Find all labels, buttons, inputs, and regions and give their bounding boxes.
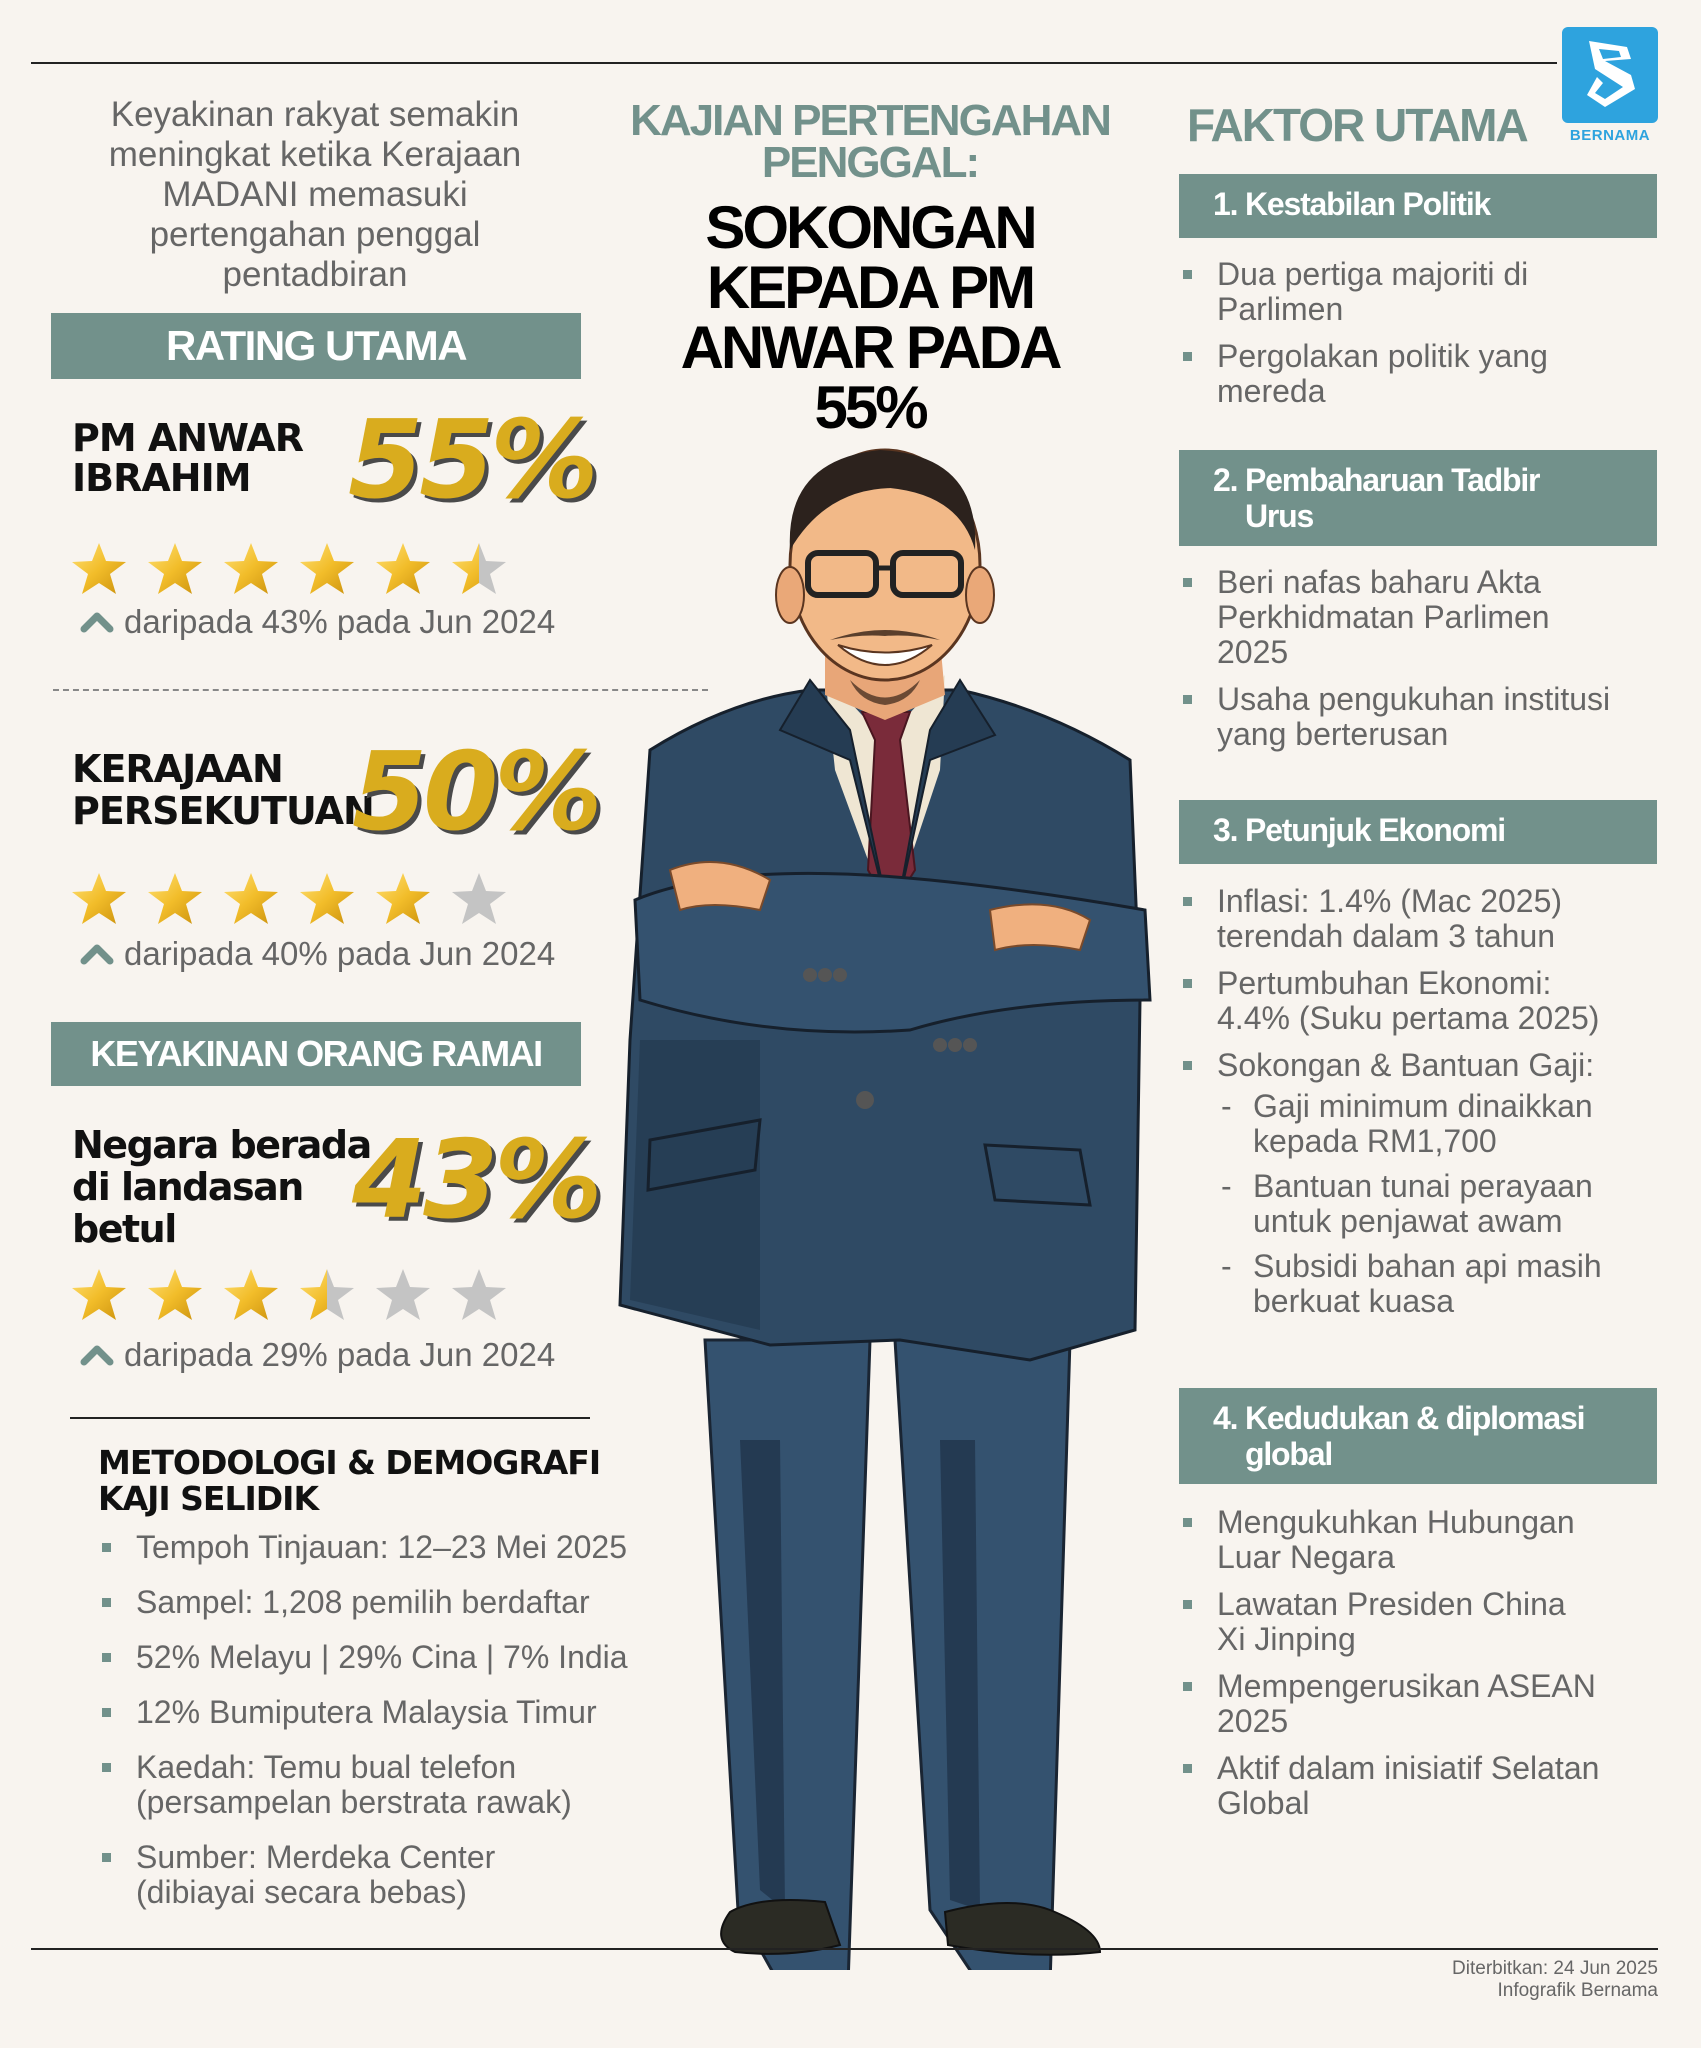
factor-1-heading xyxy=(1179,174,1657,238)
title-line: KAJI SELIDIK xyxy=(98,1479,319,1518)
top-rule xyxy=(31,62,1557,64)
item-text: Pergolakan politik yang xyxy=(1217,338,1548,374)
item-text: berkuat kuasa xyxy=(1253,1283,1455,1319)
delta-text: daripada 29% pada Jun 2024 xyxy=(124,1336,556,1373)
star-full-icon xyxy=(70,1266,128,1324)
item-text: Global xyxy=(1217,1785,1310,1821)
star-empty-icon xyxy=(450,870,508,928)
factor-title-line: global xyxy=(1245,1436,1333,1472)
subtitle-line: PENGGAL: xyxy=(761,138,979,187)
label-line: PERSEKUTUAN xyxy=(72,789,374,833)
star-full-icon xyxy=(70,540,128,598)
intro-line: meningkat ketika Kerajaan xyxy=(108,135,522,174)
item-text: Mengukuhkan Hubungan xyxy=(1217,1504,1575,1540)
factor-title-line: 3. Petunjuk Ekonomi xyxy=(1213,812,1505,848)
label-line: KERAJAAN xyxy=(72,747,283,791)
star-half-icon xyxy=(298,1266,356,1324)
kerajaan-delta xyxy=(80,935,555,973)
item-text: - Subsidi bahan api masih xyxy=(1253,1248,1602,1284)
item-text: - Bantuan tunai perayaan xyxy=(1253,1168,1593,1204)
solid-divider xyxy=(70,1417,590,1419)
chevron-up-icon xyxy=(80,1344,114,1366)
star-empty-icon xyxy=(374,1266,432,1324)
item-text: Perkhidmatan Parlimen xyxy=(1217,599,1550,635)
item-text: kepada RM1,700 xyxy=(1253,1123,1497,1159)
intro-line: Keyakinan rakyat semakin xyxy=(110,95,520,134)
factor-2-list xyxy=(1179,565,1649,764)
star-full-icon xyxy=(70,870,128,928)
list-item xyxy=(1179,257,1649,327)
label-line: Negara berada xyxy=(72,1123,371,1167)
bernama-logo xyxy=(1562,27,1658,144)
intro-text xyxy=(60,95,570,295)
pm-anwar-star-rating xyxy=(70,540,508,598)
factor-2-heading xyxy=(1179,450,1657,546)
pm-anwar-label xyxy=(72,418,303,498)
item-text: Beri nafas baharu Akta xyxy=(1217,564,1541,600)
bernama-b-icon xyxy=(1562,27,1658,123)
keyakinan-delta xyxy=(80,1336,555,1374)
keyakinan-orang-ramai-heading: KEYAKINAN ORANG RAMAI xyxy=(51,1022,581,1086)
item-text: yang berterusan xyxy=(1217,716,1449,752)
star-full-icon xyxy=(222,540,280,598)
kerajaan-persekutuan-label xyxy=(72,748,374,832)
subtitle-line: KAJIAN PERTENGAHAN xyxy=(630,96,1110,145)
negara-landasan-label xyxy=(72,1124,371,1250)
item-text: terendah dalam 3 tahun xyxy=(1217,918,1556,954)
label-line: betul xyxy=(72,1207,176,1251)
item-text: Sokongan & Bantuan Gaji: xyxy=(1217,1047,1595,1083)
list-item xyxy=(98,1840,678,1910)
rating-utama-heading: RATING UTAMA xyxy=(51,313,581,379)
bottom-rule xyxy=(31,1948,1658,1950)
item-text: mereda xyxy=(1217,373,1326,409)
infographic-credit: Infografik Bernama xyxy=(1497,1980,1658,2001)
title-line: METODOLOGI & DEMOGRAFI xyxy=(98,1443,601,1482)
item-text: 12% Bumiputera Malaysia Timur xyxy=(136,1694,597,1730)
star-half-icon xyxy=(450,540,508,598)
item-text: Tempoh Tinjauan: 12–23 Mei 2025 xyxy=(136,1529,628,1565)
list-item xyxy=(1179,1669,1649,1739)
kerajaan-star-rating xyxy=(70,870,508,928)
list-item xyxy=(1179,565,1649,670)
methodology-list xyxy=(98,1530,678,1930)
list-item xyxy=(98,1530,678,1565)
item-text: Lawatan Presiden China xyxy=(1217,1586,1566,1622)
pm-anwar-percent: 55% xyxy=(348,398,595,523)
star-full-icon xyxy=(374,870,432,928)
star-empty-icon xyxy=(450,1266,508,1324)
list-item xyxy=(98,1585,678,1620)
list-item xyxy=(1179,682,1649,752)
delta-text: daripada 43% pada Jun 2024 xyxy=(124,603,556,640)
methodology-title xyxy=(98,1445,600,1517)
list-item xyxy=(98,1695,678,1730)
chevron-up-icon xyxy=(80,611,114,633)
factor-title-line: 4. Kedudukan & diplomasi xyxy=(1213,1400,1585,1436)
list-item xyxy=(1179,966,1649,1036)
factor-title-line: 1. Kestabilan Politik xyxy=(1213,186,1491,222)
item-text: Luar Negara xyxy=(1217,1539,1395,1575)
star-full-icon xyxy=(222,870,280,928)
factor-title-line: 2. Pembaharuan Tadbir xyxy=(1213,462,1540,498)
list-item xyxy=(1179,884,1649,954)
pm-anwar-delta xyxy=(80,603,555,641)
star-full-icon xyxy=(146,870,204,928)
list-item xyxy=(1179,339,1649,409)
headline-line: 55% xyxy=(814,374,926,441)
item-text: 2025 xyxy=(1217,1703,1289,1739)
chevron-up-icon xyxy=(80,943,114,965)
list-item xyxy=(1179,1751,1649,1821)
list-item xyxy=(1179,1048,1649,1319)
item-text: Inflasi: 1.4% (Mac 2025) xyxy=(1217,883,1563,919)
item-text: Sumber: Merdeka Center xyxy=(136,1839,496,1875)
intro-line: pertengahan penggal xyxy=(149,215,481,254)
label-line: PM ANWAR xyxy=(72,416,303,460)
pm-anwar-illustration xyxy=(610,440,1160,1970)
star-full-icon xyxy=(222,1266,280,1324)
headline-line: SOKONGAN xyxy=(705,194,1035,261)
list-item xyxy=(98,1640,678,1675)
label-line: di landasan xyxy=(72,1165,303,1209)
list-item xyxy=(1179,1505,1649,1575)
delta-text: daripada 40% pada Jun 2024 xyxy=(124,935,556,972)
negara-landasan-percent: 43% xyxy=(352,1118,599,1243)
item-text: Usaha pengukuhan institusi xyxy=(1217,681,1611,717)
label-line: IBRAHIM xyxy=(72,456,251,500)
item-text: - Gaji minimum dinaikkan xyxy=(1253,1088,1593,1124)
item-text: (dibiayai secara bebas) xyxy=(136,1874,467,1910)
headline-line: ANWAR PADA xyxy=(680,314,1060,381)
item-text: Mempengerusikan ASEAN xyxy=(1217,1668,1596,1704)
sub-list xyxy=(1217,1089,1649,1319)
keyakinan-star-rating xyxy=(70,1266,508,1324)
list-item xyxy=(1179,1587,1649,1657)
item-text: Sampel: 1,208 pemilih berdaftar xyxy=(136,1584,590,1620)
item-text: Aktif dalam inisiatif Selatan xyxy=(1217,1750,1600,1786)
factor-4-heading xyxy=(1179,1388,1657,1484)
main-headline xyxy=(620,194,1120,441)
item-text: Xi Jinping xyxy=(1217,1621,1356,1657)
kerajaan-persekutuan-percent: 50% xyxy=(352,730,599,855)
item-text: 4.4% (Suku pertama 2025) xyxy=(1217,1000,1600,1036)
list-item xyxy=(98,1750,678,1820)
footer-credits xyxy=(1452,1958,1658,2002)
star-full-icon xyxy=(298,540,356,598)
headline-line: KEPADA PM xyxy=(706,254,1034,321)
star-full-icon xyxy=(298,870,356,928)
star-full-icon xyxy=(146,540,204,598)
bernama-wordmark: BERNAMA xyxy=(1569,127,1651,144)
item-text: Dua pertiga majoriti di xyxy=(1217,256,1529,292)
intro-line: MADANI memasuki xyxy=(162,175,468,214)
factor-4-list xyxy=(1179,1505,1649,1833)
factor-3-heading xyxy=(1179,800,1657,864)
item-text: (persampelan berstrata rawak) xyxy=(136,1784,572,1820)
published-date: Diterbitkan: 24 Jun 2025 xyxy=(1452,1958,1658,1979)
item-text: Parlimen xyxy=(1217,291,1344,327)
item-text: 52% Melayu | 29% Cina | 7% India xyxy=(136,1639,628,1675)
item-text: Kaedah: Temu bual telefon xyxy=(136,1749,517,1785)
star-full-icon xyxy=(374,540,432,598)
factor-title-line: Urus xyxy=(1245,498,1314,534)
study-subtitle xyxy=(620,96,1120,187)
item-text: 2025 xyxy=(1217,634,1289,670)
sub-list-item xyxy=(1217,1169,1649,1239)
intro-line: pentadbiran xyxy=(222,255,408,294)
sub-list-item xyxy=(1217,1089,1649,1159)
item-text: untuk penjawat awam xyxy=(1253,1203,1563,1239)
item-text: Pertumbuhan Ekonomi: xyxy=(1217,965,1552,1001)
factor-1-list xyxy=(1179,257,1649,421)
sub-list-item xyxy=(1217,1249,1649,1319)
star-full-icon xyxy=(146,1266,204,1324)
factor-3-list xyxy=(1179,884,1649,1331)
faktor-utama-heading: FAKTOR UTAMA xyxy=(1187,99,1527,151)
